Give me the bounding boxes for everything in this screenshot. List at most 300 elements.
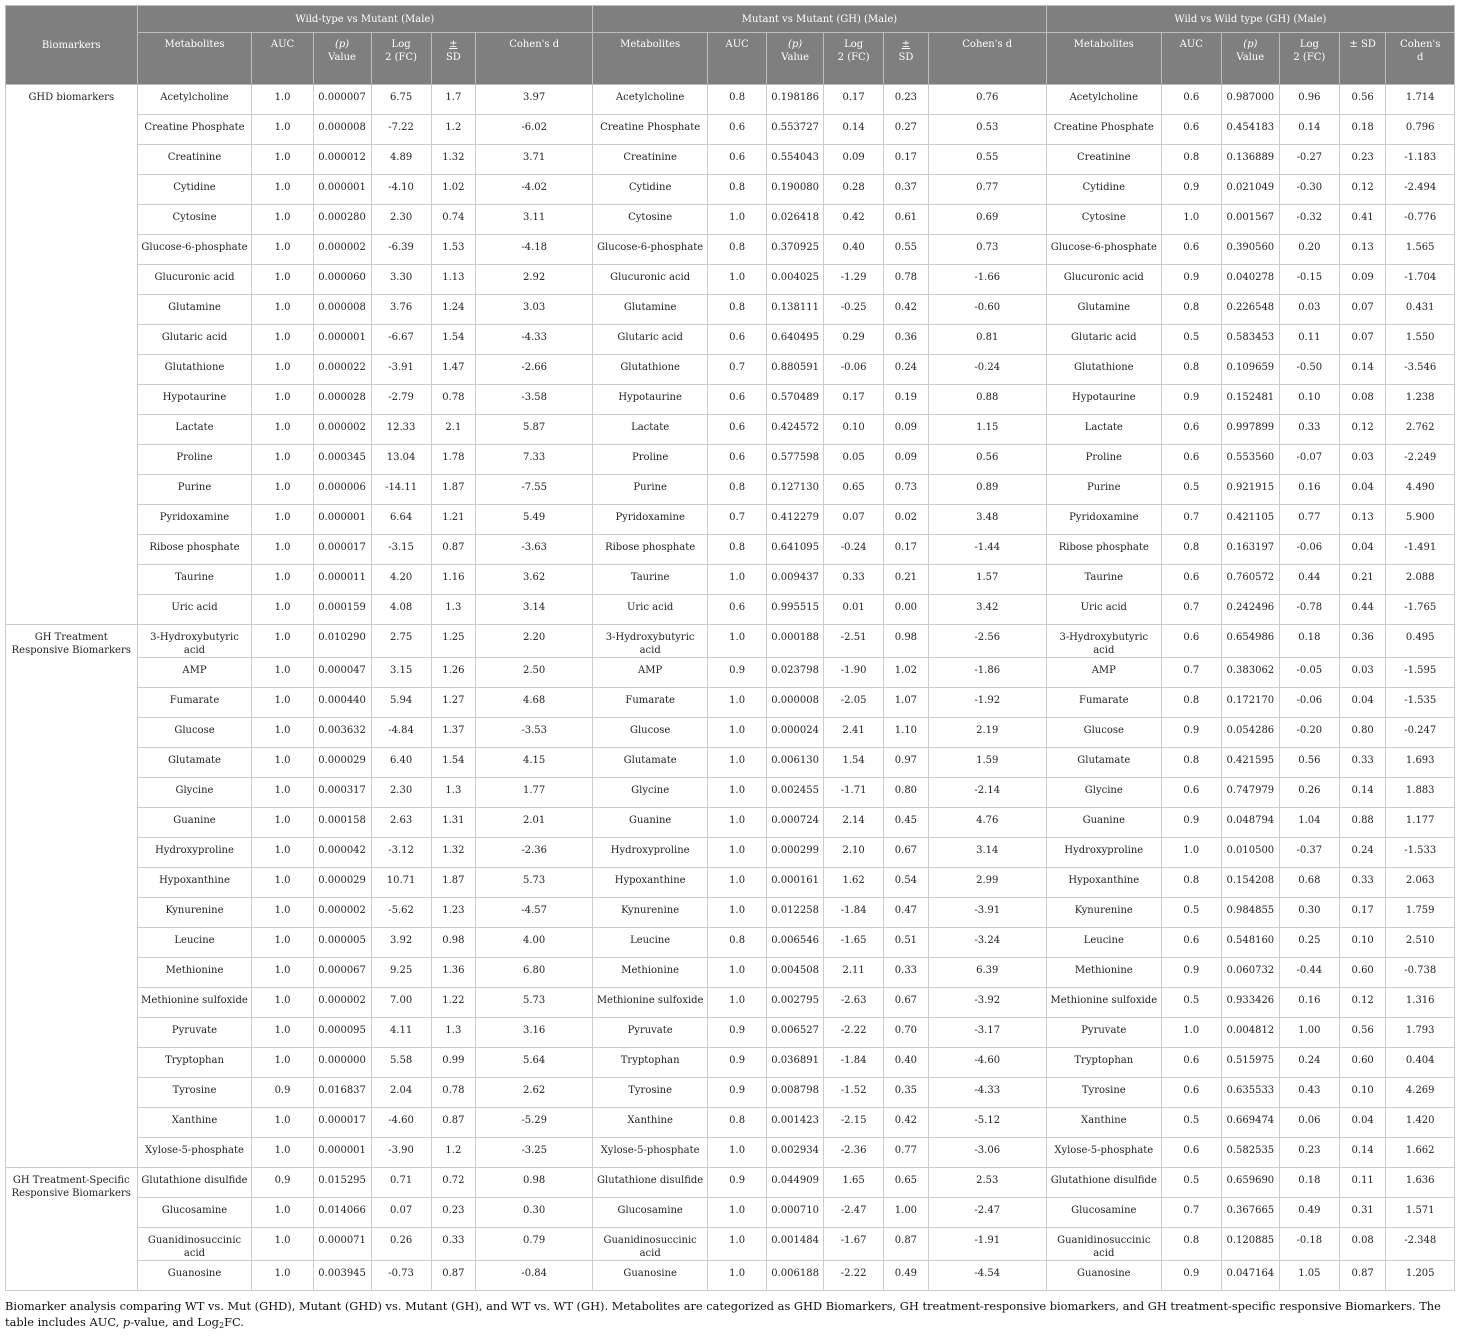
cell-metabolite: Methionine sulfoxide bbox=[593, 988, 708, 1018]
cell-auc: 0.9 bbox=[252, 1168, 313, 1198]
cell-sd: 0.09 bbox=[884, 445, 929, 475]
cell-cohens-d: -1.533 bbox=[1386, 838, 1455, 868]
cell-sd: 0.98 bbox=[884, 625, 929, 658]
cell-metabolite: Glutathione bbox=[137, 355, 252, 385]
cell-cohens-d: 0.88 bbox=[928, 385, 1046, 415]
cell-log2fc: 7.00 bbox=[371, 988, 431, 1018]
cell-auc: 0.9 bbox=[1161, 808, 1221, 838]
cell-cohens-d: -1.765 bbox=[1386, 595, 1455, 625]
cell-cohens-d: -3.63 bbox=[476, 535, 593, 565]
cell-p-value: 0.127130 bbox=[767, 475, 824, 505]
cell-auc: 0.9 bbox=[252, 1078, 313, 1108]
cell-cohens-d: -2.494 bbox=[1386, 175, 1455, 205]
cell-p-value: 0.016837 bbox=[313, 1078, 371, 1108]
cell-sd: 1.2 bbox=[431, 115, 476, 145]
table-body bbox=[6, 85, 1455, 1291]
cell-log2fc: 5.94 bbox=[371, 688, 431, 718]
cell-sd: 1.00 bbox=[884, 1198, 929, 1228]
cell-sd: 0.73 bbox=[884, 475, 929, 505]
cell-sd: 1.87 bbox=[431, 475, 476, 505]
table-row bbox=[6, 1018, 1455, 1048]
cell-metabolite: Cytosine bbox=[593, 205, 708, 235]
cell-metabolite: Tryptophan bbox=[137, 1048, 252, 1078]
cell-log2fc: 2.04 bbox=[371, 1078, 431, 1108]
cell-p-value: 0.006546 bbox=[767, 928, 824, 958]
cell-auc: 1.0 bbox=[252, 235, 313, 265]
cell-p-value: 0.014066 bbox=[313, 1198, 371, 1228]
cell-log2fc: 4.89 bbox=[371, 145, 431, 175]
cell-log2fc: -2.22 bbox=[824, 1018, 884, 1048]
cell-log2fc: 0.11 bbox=[1279, 325, 1339, 355]
cell-auc: 0.9 bbox=[1161, 175, 1221, 205]
table-row bbox=[6, 145, 1455, 175]
caption-part1: Biomarker analysis comparing WT vs. Mut (GHD), Mutant (GHD) vs. Mutant (GH), and WT vs. WT (GH). Metabolites are categorized as GHD Biomarkers, GH treatment-responsive biomarkers, and GH treatment-specific responsive Biomarkers. The table includes AUC, bbox=[5, 1299, 1441, 1329]
cell-cohens-d: 1.205 bbox=[1386, 1261, 1455, 1291]
cell-p-value: 0.000017 bbox=[313, 535, 371, 565]
cell-cohens-d: 1.693 bbox=[1386, 748, 1455, 778]
cell-auc: 1.0 bbox=[252, 1048, 313, 1078]
cell-cohens-d: 1.316 bbox=[1386, 988, 1455, 1018]
cell-metabolite: Glucose-6-phosphate bbox=[1046, 235, 1161, 265]
cell-metabolite: Lactate bbox=[137, 415, 252, 445]
cell-sd: 0.87 bbox=[884, 1228, 929, 1261]
cell-p-value: 0.154208 bbox=[1221, 868, 1279, 898]
cell-auc: 1.0 bbox=[708, 1138, 767, 1168]
cell-p-value: 0.001423 bbox=[767, 1108, 824, 1138]
cell-metabolite: Glutathione disulfide bbox=[137, 1168, 252, 1198]
cell-log2fc: -1.52 bbox=[824, 1078, 884, 1108]
cell-metabolite: Creatinine bbox=[137, 145, 252, 175]
cell-log2fc: 3.92 bbox=[371, 928, 431, 958]
table-row bbox=[6, 718, 1455, 748]
cell-log2fc: 0.30 bbox=[1279, 898, 1339, 928]
cell-cohens-d: -3.546 bbox=[1386, 355, 1455, 385]
cell-p-value: 0.040278 bbox=[1221, 265, 1279, 295]
cell-p-value: 0.002934 bbox=[767, 1138, 824, 1168]
cell-log2fc: -3.15 bbox=[371, 535, 431, 565]
cell-metabolite: Uric acid bbox=[1046, 595, 1161, 625]
column-header-auc: AUC bbox=[1161, 33, 1221, 85]
cell-log2fc: 0.26 bbox=[371, 1228, 431, 1261]
cell-sd: 0.08 bbox=[1339, 1228, 1386, 1261]
cell-auc: 1.0 bbox=[252, 145, 313, 175]
cell-metabolite: Glucuronic acid bbox=[137, 265, 252, 295]
cell-metabolite: 3-Hydroxybutyric acid bbox=[593, 625, 708, 658]
cell-metabolite: Glucose bbox=[137, 718, 252, 748]
cell-log2fc: 0.25 bbox=[1279, 928, 1339, 958]
cell-auc: 1.0 bbox=[708, 718, 767, 748]
cell-log2fc: -0.50 bbox=[1279, 355, 1339, 385]
table-row bbox=[6, 385, 1455, 415]
cell-p-value: 0.997899 bbox=[1221, 415, 1279, 445]
cell-cohens-d: -2.66 bbox=[476, 355, 593, 385]
cell-p-value: 0.641095 bbox=[767, 535, 824, 565]
cell-cohens-d: 0.55 bbox=[928, 145, 1046, 175]
cell-cohens-d: -0.24 bbox=[928, 355, 1046, 385]
cell-cohens-d: 0.77 bbox=[928, 175, 1046, 205]
cell-metabolite: Pyridoxamine bbox=[137, 505, 252, 535]
cell-log2fc: 0.14 bbox=[824, 115, 884, 145]
cell-p-value: 0.000001 bbox=[313, 505, 371, 535]
cell-p-value: 0.242496 bbox=[1221, 595, 1279, 625]
column-header-metabolites: Metabolites bbox=[593, 33, 708, 85]
cell-auc: 0.9 bbox=[1161, 385, 1221, 415]
cell-auc: 1.0 bbox=[252, 778, 313, 808]
cell-auc: 1.0 bbox=[252, 85, 313, 115]
cell-auc: 0.7 bbox=[708, 355, 767, 385]
cell-metabolite: Purine bbox=[1046, 475, 1161, 505]
cell-log2fc: -3.91 bbox=[371, 355, 431, 385]
cell-log2fc: -3.90 bbox=[371, 1138, 431, 1168]
cell-p-value: 0.000067 bbox=[313, 958, 371, 988]
cell-auc: 0.7 bbox=[708, 505, 767, 535]
cell-log2fc: 1.00 bbox=[1279, 1018, 1339, 1048]
cell-metabolite: Ribose phosphate bbox=[1046, 535, 1161, 565]
cell-metabolite: Guanosine bbox=[137, 1261, 252, 1291]
cell-metabolite: Glutamate bbox=[593, 748, 708, 778]
cell-sd: 1.10 bbox=[884, 718, 929, 748]
cell-p-value: 0.006130 bbox=[767, 748, 824, 778]
cell-auc: 0.8 bbox=[1161, 1228, 1221, 1261]
cell-sd: 0.61 bbox=[884, 205, 929, 235]
table-row bbox=[6, 1228, 1455, 1261]
cell-sd: 0.19 bbox=[884, 385, 929, 415]
cell-auc: 1.0 bbox=[252, 1261, 313, 1291]
cell-sd: 0.33 bbox=[884, 958, 929, 988]
p-label: (p) bbox=[1243, 39, 1258, 50]
cell-sd: 0.03 bbox=[1339, 445, 1386, 475]
cell-cohens-d: 1.77 bbox=[476, 778, 593, 808]
cell-metabolite: Cytosine bbox=[1046, 205, 1161, 235]
cell-p-value: 0.054286 bbox=[1221, 718, 1279, 748]
cell-cohens-d: 1.238 bbox=[1386, 385, 1455, 415]
cell-auc: 1.0 bbox=[252, 958, 313, 988]
column-header-cohens-d: Cohen's d bbox=[476, 33, 593, 85]
cell-cohens-d: -2.56 bbox=[928, 625, 1046, 658]
cell-auc: 0.8 bbox=[708, 235, 767, 265]
cell-sd: 0.33 bbox=[1339, 868, 1386, 898]
cell-p-value: 0.000007 bbox=[313, 85, 371, 115]
cell-p-value: 0.006527 bbox=[767, 1018, 824, 1048]
cell-p-value: 0.000161 bbox=[767, 868, 824, 898]
cell-log2fc: 13.04 bbox=[371, 445, 431, 475]
column-header-log2fc: Log 2 (FC) bbox=[824, 33, 884, 85]
table-row bbox=[6, 1261, 1455, 1291]
cell-p-value: 0.000095 bbox=[313, 1018, 371, 1048]
cell-cohens-d: -2.47 bbox=[928, 1198, 1046, 1228]
cell-auc: 1.0 bbox=[252, 325, 313, 355]
cell-metabolite: Proline bbox=[137, 445, 252, 475]
cell-sd: 1.21 bbox=[431, 505, 476, 535]
cell-log2fc: -0.18 bbox=[1279, 1228, 1339, 1261]
cell-p-value: 0.000071 bbox=[313, 1228, 371, 1261]
cell-auc: 0.8 bbox=[708, 928, 767, 958]
cell-cohens-d: 1.714 bbox=[1386, 85, 1455, 115]
cell-p-value: 0.000002 bbox=[313, 898, 371, 928]
cell-p-value: 0.000001 bbox=[313, 325, 371, 355]
cell-metabolite: Hypotaurine bbox=[593, 385, 708, 415]
cell-auc: 0.7 bbox=[1161, 658, 1221, 688]
cell-auc: 0.5 bbox=[1161, 988, 1221, 1018]
cell-metabolite: Creatine Phosphate bbox=[1046, 115, 1161, 145]
cell-metabolite: Ribose phosphate bbox=[593, 535, 708, 565]
cell-auc: 0.9 bbox=[708, 1048, 767, 1078]
cell-cohens-d: 6.39 bbox=[928, 958, 1046, 988]
cell-metabolite: Glutamate bbox=[137, 748, 252, 778]
table-row bbox=[6, 235, 1455, 265]
cell-auc: 0.8 bbox=[1161, 868, 1221, 898]
cell-p-value: 0.004508 bbox=[767, 958, 824, 988]
cell-metabolite: Leucine bbox=[1046, 928, 1161, 958]
cell-cohens-d: -0.738 bbox=[1386, 958, 1455, 988]
cell-auc: 0.6 bbox=[1161, 928, 1221, 958]
cell-metabolite: Fumarate bbox=[593, 688, 708, 718]
cell-auc: 1.0 bbox=[708, 838, 767, 868]
cell-auc: 0.5 bbox=[1161, 1108, 1221, 1138]
table-row bbox=[6, 355, 1455, 385]
cell-metabolite: Hypotaurine bbox=[137, 385, 252, 415]
cell-sd: 1.02 bbox=[884, 658, 929, 688]
cell-p-value: 0.000029 bbox=[313, 868, 371, 898]
cell-log2fc: 0.23 bbox=[1279, 1138, 1339, 1168]
cell-auc: 0.6 bbox=[708, 325, 767, 355]
cell-sd: 1.54 bbox=[431, 748, 476, 778]
cell-p-value: 0.984855 bbox=[1221, 898, 1279, 928]
cell-sd: 1.47 bbox=[431, 355, 476, 385]
cell-auc: 1.0 bbox=[252, 295, 313, 325]
cell-sd: 0.60 bbox=[1339, 958, 1386, 988]
cell-sd: 0.27 bbox=[884, 115, 929, 145]
cell-log2fc: 0.01 bbox=[824, 595, 884, 625]
cell-log2fc: 0.28 bbox=[824, 175, 884, 205]
cell-sd: 1.13 bbox=[431, 265, 476, 295]
cell-log2fc: 0.44 bbox=[1279, 565, 1339, 595]
cell-cohens-d: -0.247 bbox=[1386, 718, 1455, 748]
cell-auc: 1.0 bbox=[252, 535, 313, 565]
cell-auc: 1.0 bbox=[252, 808, 313, 838]
cell-p-value: 0.036891 bbox=[767, 1048, 824, 1078]
table-row bbox=[6, 265, 1455, 295]
cell-auc: 1.0 bbox=[252, 718, 313, 748]
cell-cohens-d: 2.53 bbox=[928, 1168, 1046, 1198]
cell-metabolite: Kynurenine bbox=[593, 898, 708, 928]
cell-p-value: 0.226548 bbox=[1221, 295, 1279, 325]
cell-metabolite: Glucose-6-phosphate bbox=[593, 235, 708, 265]
cell-p-value: 0.553560 bbox=[1221, 445, 1279, 475]
cell-cohens-d: -1.86 bbox=[928, 658, 1046, 688]
cell-auc: 1.0 bbox=[708, 778, 767, 808]
cell-auc: 1.0 bbox=[1161, 838, 1221, 868]
cell-p-value: 0.995515 bbox=[767, 595, 824, 625]
cell-auc: 0.8 bbox=[1161, 688, 1221, 718]
cell-metabolite: Glycine bbox=[137, 778, 252, 808]
cell-log2fc: -2.63 bbox=[824, 988, 884, 1018]
cell-log2fc: 0.65 bbox=[824, 475, 884, 505]
cell-auc: 1.0 bbox=[252, 1228, 313, 1261]
cell-log2fc: 0.49 bbox=[1279, 1198, 1339, 1228]
cell-log2fc: 0.33 bbox=[824, 565, 884, 595]
cell-sd: 0.70 bbox=[884, 1018, 929, 1048]
cell-metabolite: Fumarate bbox=[1046, 688, 1161, 718]
column-header-log2fc: Log 2 (FC) bbox=[1279, 33, 1339, 85]
cell-sd: 0.78 bbox=[884, 265, 929, 295]
column-header-auc: AUC bbox=[252, 33, 313, 85]
cell-auc: 0.6 bbox=[1161, 625, 1221, 658]
cell-cohens-d: 4.00 bbox=[476, 928, 593, 958]
cell-sd: 0.55 bbox=[884, 235, 929, 265]
cell-log2fc: 2.41 bbox=[824, 718, 884, 748]
cell-p-value: 0.000002 bbox=[313, 235, 371, 265]
cell-sd: 0.08 bbox=[1339, 385, 1386, 415]
cell-cohens-d: -3.58 bbox=[476, 385, 593, 415]
cell-metabolite: Pyruvate bbox=[593, 1018, 708, 1048]
cell-log2fc: 12.33 bbox=[371, 415, 431, 445]
p-label: (p) bbox=[788, 39, 803, 50]
cell-metabolite: Xylose-5-phosphate bbox=[1046, 1138, 1161, 1168]
cell-auc: 1.0 bbox=[708, 748, 767, 778]
cell-log2fc: 6.64 bbox=[371, 505, 431, 535]
cell-sd: 0.14 bbox=[1339, 778, 1386, 808]
cell-cohens-d: -1.92 bbox=[928, 688, 1046, 718]
cell-log2fc: 2.75 bbox=[371, 625, 431, 658]
cell-cohens-d: 7.33 bbox=[476, 445, 593, 475]
cell-cohens-d: 5.64 bbox=[476, 1048, 593, 1078]
cell-log2fc: 0.07 bbox=[371, 1198, 431, 1228]
cell-metabolite: Hydroxyproline bbox=[1046, 838, 1161, 868]
column-header-sd: ± SD bbox=[1339, 33, 1386, 85]
cell-sd: 0.07 bbox=[1339, 325, 1386, 355]
cell-metabolite: Hydroxyproline bbox=[593, 838, 708, 868]
cell-sd: 0.36 bbox=[884, 325, 929, 355]
cell-auc: 1.0 bbox=[252, 565, 313, 595]
cell-log2fc: 3.30 bbox=[371, 265, 431, 295]
cell-sd: 0.67 bbox=[884, 988, 929, 1018]
cell-auc: 0.9 bbox=[708, 1018, 767, 1048]
caption-p: p bbox=[122, 1315, 131, 1329]
cell-auc: 1.0 bbox=[252, 1018, 313, 1048]
cell-cohens-d: -4.57 bbox=[476, 898, 593, 928]
cell-auc: 0.6 bbox=[1161, 235, 1221, 265]
cell-auc: 1.0 bbox=[252, 505, 313, 535]
cell-auc: 0.9 bbox=[1161, 1261, 1221, 1291]
cell-auc: 0.7 bbox=[1161, 595, 1221, 625]
cell-metabolite: Glucosamine bbox=[137, 1198, 252, 1228]
cell-auc: 0.8 bbox=[1161, 748, 1221, 778]
cell-sd: 0.67 bbox=[884, 838, 929, 868]
cell-sd: 1.16 bbox=[431, 565, 476, 595]
cell-log2fc: -1.84 bbox=[824, 898, 884, 928]
cell-p-value: 0.553727 bbox=[767, 115, 824, 145]
cell-log2fc: 2.14 bbox=[824, 808, 884, 838]
table-row bbox=[6, 625, 1455, 658]
cell-auc: 1.0 bbox=[252, 748, 313, 778]
cell-cohens-d: 4.76 bbox=[928, 808, 1046, 838]
cell-p-value: 0.000710 bbox=[767, 1198, 824, 1228]
cell-metabolite: Guanosine bbox=[593, 1261, 708, 1291]
cell-cohens-d: 3.42 bbox=[928, 595, 1046, 625]
cell-metabolite: Hydroxyproline bbox=[137, 838, 252, 868]
cell-p-value: 0.987000 bbox=[1221, 85, 1279, 115]
cell-cohens-d: 0.431 bbox=[1386, 295, 1455, 325]
cell-metabolite: Glutaric acid bbox=[137, 325, 252, 355]
cell-p-value: 0.003632 bbox=[313, 718, 371, 748]
cell-log2fc: -2.51 bbox=[824, 625, 884, 658]
cell-cohens-d: -5.12 bbox=[928, 1108, 1046, 1138]
table-row bbox=[6, 688, 1455, 718]
cell-cohens-d: -0.84 bbox=[476, 1261, 593, 1291]
cell-auc: 0.8 bbox=[1161, 295, 1221, 325]
cell-cohens-d: 3.11 bbox=[476, 205, 593, 235]
cell-auc: 1.0 bbox=[252, 385, 313, 415]
cell-log2fc: 0.14 bbox=[1279, 115, 1339, 145]
cell-log2fc: 0.16 bbox=[1279, 988, 1339, 1018]
cell-cohens-d: 2.01 bbox=[476, 808, 593, 838]
cell-p-value: 0.010290 bbox=[313, 625, 371, 658]
cell-log2fc: 1.04 bbox=[1279, 808, 1339, 838]
cell-log2fc: -6.67 bbox=[371, 325, 431, 355]
cell-p-value: 0.010500 bbox=[1221, 838, 1279, 868]
cell-cohens-d: 2.62 bbox=[476, 1078, 593, 1108]
cell-log2fc: 6.40 bbox=[371, 748, 431, 778]
cell-cohens-d: -3.92 bbox=[928, 988, 1046, 1018]
cell-log2fc: 0.29 bbox=[824, 325, 884, 355]
cell-sd: 0.31 bbox=[1339, 1198, 1386, 1228]
cell-log2fc: -2.36 bbox=[824, 1138, 884, 1168]
cell-cohens-d: 3.14 bbox=[476, 595, 593, 625]
cell-auc: 0.8 bbox=[708, 475, 767, 505]
cell-p-value: 0.421105 bbox=[1221, 505, 1279, 535]
cell-sd: 0.04 bbox=[1339, 535, 1386, 565]
cell-sd: 1.3 bbox=[431, 1018, 476, 1048]
caption-part3: FC. bbox=[224, 1315, 244, 1329]
cell-metabolite: Glycine bbox=[1046, 778, 1161, 808]
cell-cohens-d: 2.510 bbox=[1386, 928, 1455, 958]
cell-cohens-d: 1.636 bbox=[1386, 1168, 1455, 1198]
cell-cohens-d: 2.762 bbox=[1386, 415, 1455, 445]
cell-auc: 0.6 bbox=[1161, 1138, 1221, 1168]
cell-p-value: 0.367665 bbox=[1221, 1198, 1279, 1228]
cell-log2fc: -1.71 bbox=[824, 778, 884, 808]
cell-log2fc: -0.06 bbox=[824, 355, 884, 385]
cell-p-value: 0.747979 bbox=[1221, 778, 1279, 808]
cell-cohens-d: 0.56 bbox=[928, 445, 1046, 475]
column-header-row bbox=[6, 33, 1455, 85]
cell-metabolite: Glutamine bbox=[137, 295, 252, 325]
cell-p-value: 0.577598 bbox=[767, 445, 824, 475]
cell-p-value: 0.000001 bbox=[313, 1138, 371, 1168]
cell-cohens-d: -1.704 bbox=[1386, 265, 1455, 295]
cell-p-value: 0.000011 bbox=[313, 565, 371, 595]
cell-log2fc: -0.07 bbox=[1279, 445, 1339, 475]
cell-sd: 1.31 bbox=[431, 808, 476, 838]
cell-cohens-d: 2.50 bbox=[476, 658, 593, 688]
cell-auc: 0.5 bbox=[1161, 1168, 1221, 1198]
cell-sd: 0.56 bbox=[1339, 1018, 1386, 1048]
cell-cohens-d: 1.883 bbox=[1386, 778, 1455, 808]
cell-auc: 1.0 bbox=[252, 688, 313, 718]
cell-log2fc: -4.10 bbox=[371, 175, 431, 205]
cell-p-value: 0.424572 bbox=[767, 415, 824, 445]
cell-cohens-d: 0.30 bbox=[476, 1198, 593, 1228]
cell-auc: 1.0 bbox=[252, 1198, 313, 1228]
cell-p-value: 0.000008 bbox=[313, 115, 371, 145]
cell-cohens-d: 2.20 bbox=[476, 625, 593, 658]
table-row bbox=[6, 748, 1455, 778]
cell-metabolite: Hypoxanthine bbox=[593, 868, 708, 898]
cell-p-value: 0.000060 bbox=[313, 265, 371, 295]
cell-auc: 0.6 bbox=[1161, 565, 1221, 595]
cell-cohens-d: 3.03 bbox=[476, 295, 593, 325]
